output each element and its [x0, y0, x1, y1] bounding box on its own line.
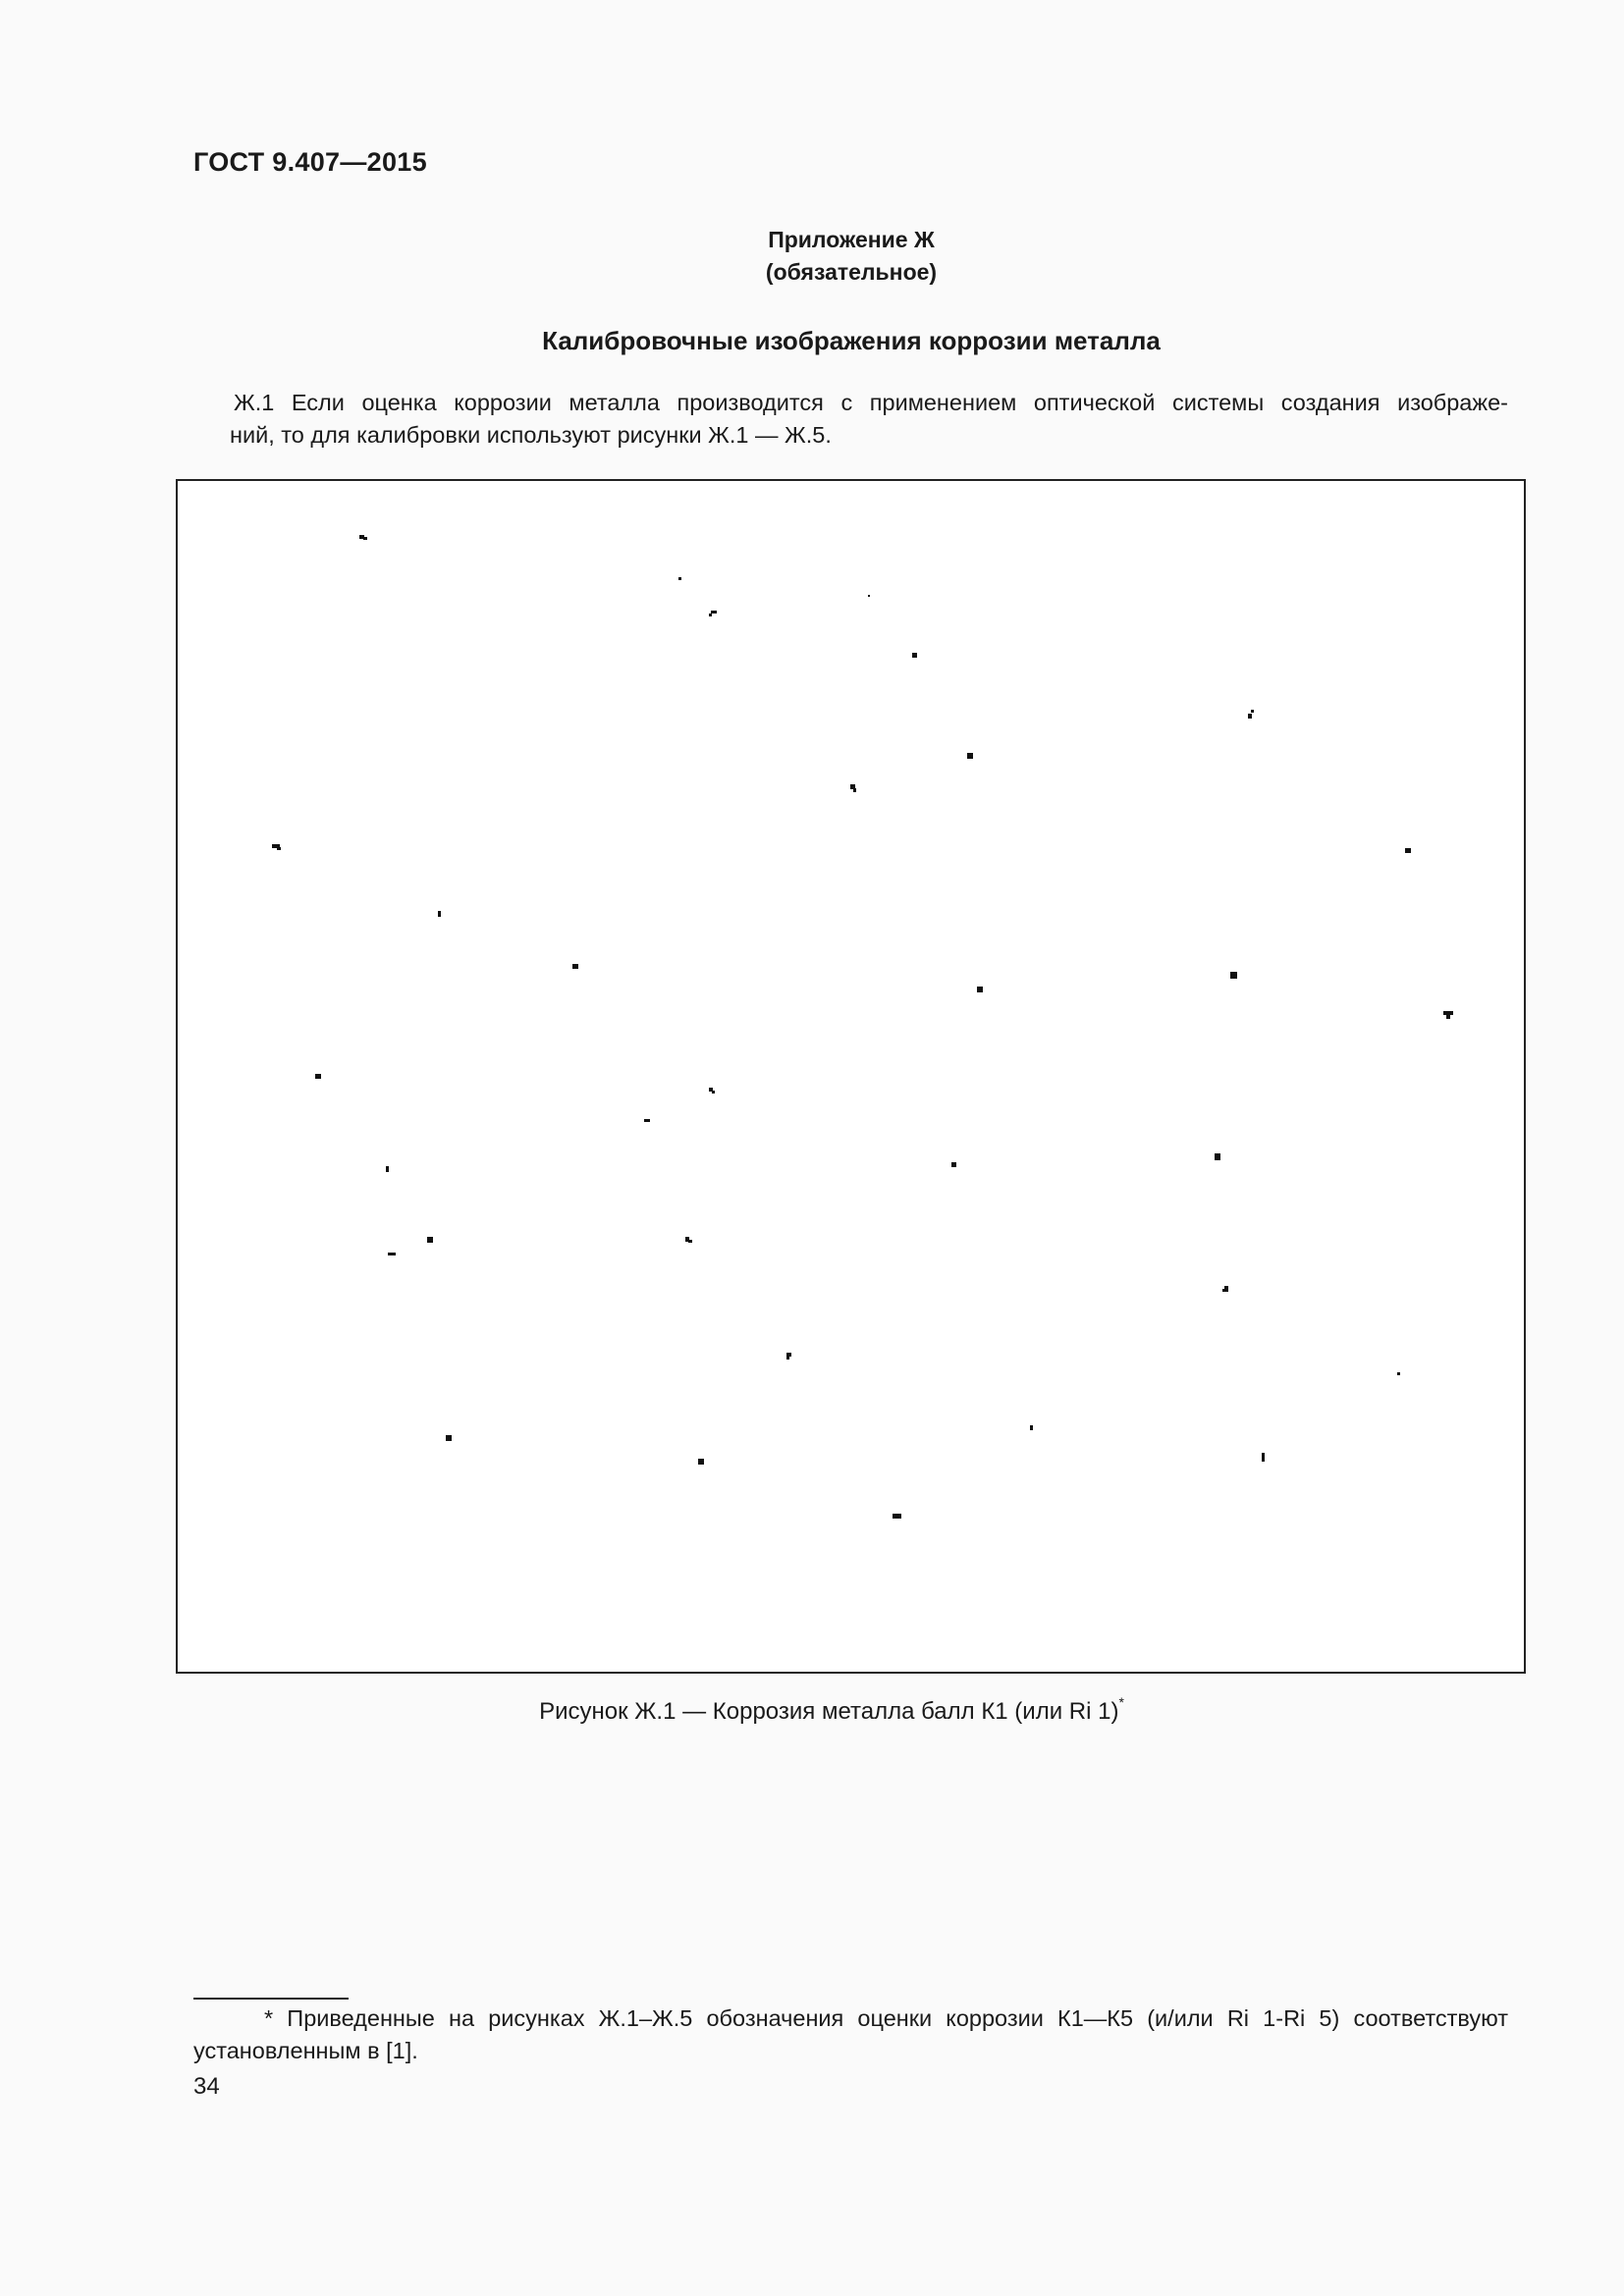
corrosion-spot	[1251, 710, 1254, 713]
corrosion-spot	[388, 1253, 396, 1255]
corrosion-spot	[977, 987, 983, 992]
corrosion-spot	[868, 595, 870, 597]
section-title: Калибровочные изображения коррозии металла	[542, 326, 1161, 355]
corrosion-spot	[572, 964, 578, 969]
footnote-separator	[193, 1998, 349, 2000]
corrosion-spot	[711, 611, 717, 614]
paragraph-line-1: Ж.1 Если оценка коррозии металла производится с применением оптической системы создания изображе-	[234, 390, 1508, 415]
corrosion-spot	[678, 577, 681, 580]
corrosion-spot	[893, 1514, 901, 1519]
corrosion-spot	[951, 1162, 956, 1167]
appendix-title: Приложение Ж	[768, 227, 935, 252]
corrosion-spot	[967, 753, 973, 759]
corrosion-spot	[315, 1074, 321, 1079]
corrosion-spot	[644, 1119, 650, 1122]
corrosion-spot	[277, 847, 281, 850]
corrosion-spot	[853, 788, 856, 792]
page-number: 34	[193, 2073, 220, 2100]
document-code-header: ГОСТ 9.407—2015	[193, 147, 427, 177]
corrosion-spot	[386, 1166, 389, 1172]
appendix-status: (обязательное)	[765, 259, 938, 285]
corrosion-spot	[446, 1435, 452, 1441]
corrosion-spot	[1215, 1153, 1220, 1160]
corrosion-spot	[786, 1353, 789, 1360]
corrosion-spot	[1405, 848, 1411, 853]
corrosion-calibration-image	[176, 479, 1526, 1674]
body-paragraph	[230, 387, 1508, 452]
corrosion-spot	[712, 1091, 715, 1094]
corrosion-spot	[912, 653, 917, 658]
corrosion-spots-canvas	[178, 481, 1524, 1672]
corrosion-spot	[1030, 1425, 1033, 1430]
footnote-mark: *	[1118, 1694, 1124, 1710]
footnote-line-2: установленным в [1].	[193, 2038, 418, 2063]
corrosion-spot	[363, 537, 367, 540]
corrosion-spot	[1248, 714, 1252, 719]
paragraph-line-2: ний, то для калибровки используют рисунки Ж.1 — Ж.5.	[230, 422, 832, 448]
corrosion-spot	[1397, 1372, 1400, 1375]
corrosion-spot	[1230, 972, 1237, 979]
footnote	[193, 2002, 1508, 2067]
corrosion-spot	[1222, 1289, 1225, 1292]
corrosion-spot	[427, 1237, 433, 1243]
corrosion-spot	[709, 614, 712, 616]
figure-caption-text: Рисунок Ж.1 — Коррозия металла балл К1 (или Ri 1)	[539, 1698, 1119, 1725]
corrosion-spot	[1446, 1015, 1450, 1019]
corrosion-spot	[698, 1459, 704, 1465]
footnote-line-1: * Приведенные на рисунках Ж.1–Ж.5 обозначения оценки коррозии К1—К5 (и/или Ri 1-Ri 5) соответствуют	[264, 2005, 1508, 2031]
corrosion-spot	[688, 1240, 692, 1243]
corrosion-spot	[438, 911, 441, 917]
corrosion-spot	[1262, 1453, 1265, 1462]
figure-caption	[0, 1694, 1624, 1726]
corrosion-spot	[1443, 1011, 1453, 1015]
